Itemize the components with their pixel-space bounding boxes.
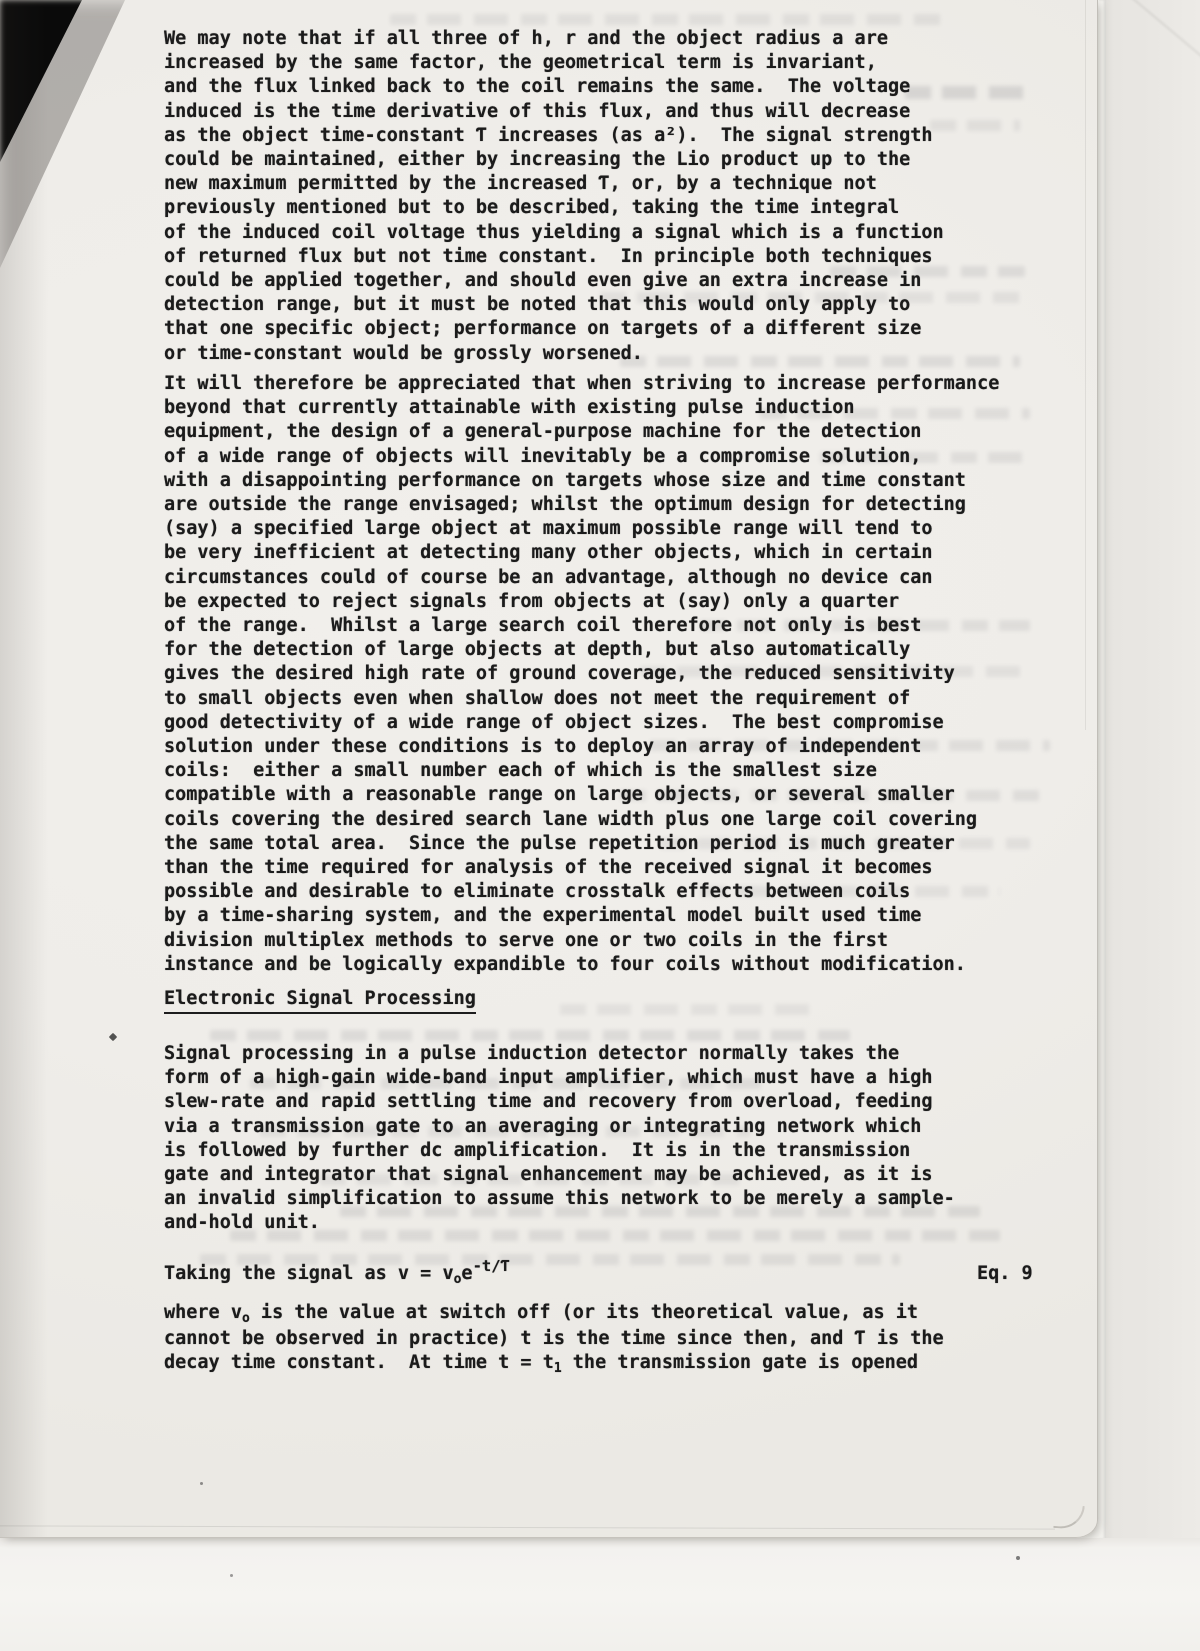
equation-line (164, 1257, 1044, 1288)
text-line: division multiplex methods to serve one or two coils in the first (164, 929, 888, 951)
paragraph-4 (164, 1301, 944, 1378)
text-line: detection range, but it must be noted that this would only apply to (164, 294, 911, 316)
text-line: of the induced coil voltage thus yielding a signal which is a function (164, 221, 944, 243)
text-line: as the object time-constant Ƭ increases (as a²). The signal strength (164, 124, 933, 146)
text-line: It will therefore be appreciated that when striving to increase performance (164, 373, 1000, 394)
section-heading-block (164, 988, 476, 1009)
text-line: possible and desirable to eliminate crosstalk effects between coils (164, 881, 911, 903)
bleed-through-mark (390, 14, 950, 25)
text-line: (say) a specified large object at maximum possible range will tend to (164, 518, 933, 540)
text-line: beyond that currently attainable with existing pulse induction (164, 397, 855, 419)
section-heading: Electronic Signal Processing (164, 988, 476, 1014)
text-line: be very inefficient at detecting many other objects, which in certain (164, 542, 933, 564)
text-line: coils covering the desired search lane width plus one large coil covering (164, 808, 978, 830)
text-line: of returned flux but not time constant. In principle both techniques (164, 245, 933, 267)
text-line: instance and be logically expandible to four coils without modification. (164, 953, 966, 975)
text-line: the same total area. Since the pulse repetition period is much greater (164, 832, 955, 854)
text-line: form of a high-gain wide-band input amplifier, which must have a high (164, 1067, 933, 1089)
text-line: could be maintained, either by increasing the Lio product up to the (164, 149, 911, 171)
underlying-sheet-bottom (0, 1538, 1200, 1651)
page-edge-highlight (1099, 0, 1106, 1539)
dust-speck (200, 1482, 203, 1485)
underlying-sheet-right (1100, 0, 1200, 1539)
equation-text: Taking the signal as $v = v_oe^{-t/Ƭ}$ (164, 1257, 510, 1287)
right-fold-crease (1085, 0, 1086, 730)
text-line: induced is the time derivative of this flux, and thus will decrease (164, 100, 911, 122)
text-line: that one specific object; performance on targets of a different size (164, 318, 922, 340)
text-line: gives the desired high rate of ground coverage, the reduced sensitivity (164, 663, 955, 685)
bottom-right-page-curl (1053, 1504, 1085, 1530)
text-line: via a transmission gate to an averaging or integrating network which (164, 1115, 922, 1137)
text-line: or time-constant would be grossly worsened. (164, 342, 643, 364)
bleed-through-mark (210, 1030, 850, 1041)
text-line: We may note that if all three of h, r and the object radius a are (164, 28, 888, 49)
text-line: for the detection of large objects at depth, but also automatically (164, 639, 911, 661)
text-line: good detectivity of a wide range of object sizes. The best compromise (164, 711, 944, 733)
bottom-edge-crease (0, 1525, 1055, 1529)
text-line: equipment, the design of a general-purpose machine for the detection (164, 421, 922, 443)
paragraph-2 (164, 372, 999, 977)
text-line: increased by the same factor, the geometrical term is invariant, (164, 52, 877, 74)
text-line: is followed by further dc amplification. It is in the transmission (164, 1139, 911, 1161)
text-line: decay time constant. At time $t = t_1$ the transmission gate is opened (164, 1352, 919, 1377)
text-line: previously mentioned but to be described, taking the time integral (164, 197, 900, 219)
text-line: are outside the range envisaged; whilst the optimum design for detecting (164, 494, 966, 516)
text-line: could be applied together, and should even give an extra increase in (164, 270, 922, 292)
text-line: gate and integrator that signal enhancement may be achieved, as it is (164, 1164, 933, 1186)
paragraph-3 (164, 1042, 955, 1236)
ink-speck (109, 1033, 117, 1041)
text-line: slew-rate and rapid settling time and recovery from overload, feeding (164, 1091, 933, 1113)
text-line: by a time-sharing system, and the experimental model built used time (164, 905, 922, 927)
text-line: circumstances could of course be an advantage, although no device can (164, 566, 933, 588)
text-line: of the range. Whilst a large search coil therefore not only is best (164, 615, 922, 637)
bleed-through-mark (560, 1004, 820, 1015)
text-line: be expected to reject signals from objects at (say) only a quarter (164, 590, 900, 612)
text-line: and-hold unit. (164, 1212, 320, 1234)
paragraph-1 (164, 27, 944, 366)
text-line: where $v_o$ is the value at switch off (or its theoretical value, as it (164, 1302, 919, 1326)
text-line: new maximum permitted by the increased Ƭ, or, by a technique not (164, 173, 877, 195)
text-line: cannot be observed in practice) t is the time since then, and Ƭ is the (164, 1328, 944, 1350)
dust-speck (230, 1574, 233, 1577)
text-line: solution under these conditions is to deploy an array of independent (164, 736, 922, 758)
text-line: Signal processing in a pulse induction detector normally takes the (164, 1043, 900, 1064)
text-line: of a wide range of objects will inevitably be a compromise solution, (164, 445, 922, 467)
text-line: and the flux linked back to the coil remains the same. The voltage (164, 76, 911, 98)
text-line: than the time required for analysis of the received signal it becomes (164, 857, 933, 879)
equation-number: Eq. 9 (977, 1263, 1033, 1284)
text-line: to small objects even when shallow does not meet the requirement of (164, 687, 911, 709)
left-edge-shading (0, 0, 48, 1537)
text-line: with a disappointing performance on targets whose size and time constant (164, 469, 966, 491)
dust-speck (1016, 1556, 1020, 1560)
text-line: compatible with a reasonable range on large objects, or several smaller (164, 784, 955, 806)
text-line: coils: either a small number each of which is the smallest size (164, 760, 877, 782)
text-line: an invalid simplification to assume this network to be merely a sample- (164, 1188, 955, 1210)
